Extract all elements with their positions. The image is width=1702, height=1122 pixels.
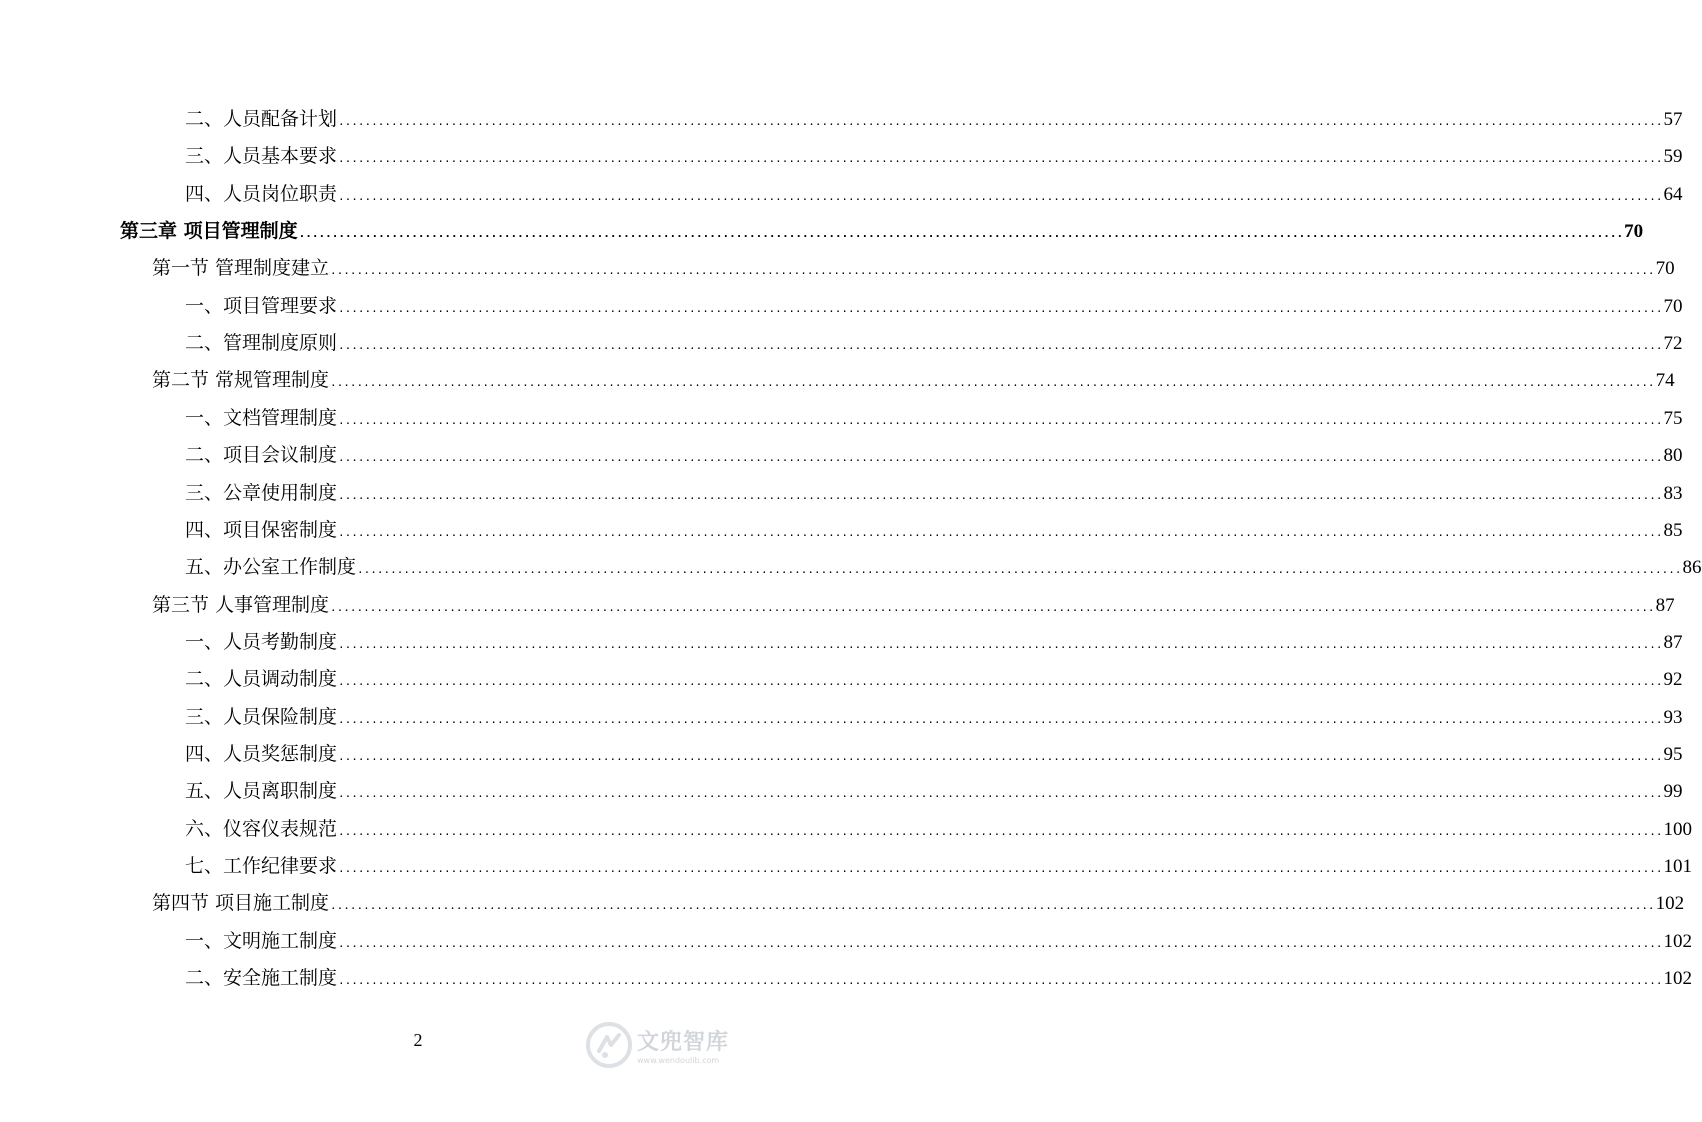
toc-entry-page: 95	[1663, 743, 1683, 765]
toc-entry	[152, 891, 1685, 918]
toc-entry	[185, 667, 1683, 694]
toc-entry-title: 五、人员离职制度	[185, 780, 338, 803]
toc-leader-dots: ........................................................................................................................................................................................................	[338, 301, 1663, 315]
toc-entry-title: 第四节 项目施工制度	[152, 892, 330, 915]
toc-entry-page: 83	[1663, 482, 1683, 504]
toc-leader-dots: ........................................................................................................................................................................................................	[330, 899, 1655, 913]
toc-entry-title: 二、安全施工制度	[185, 967, 338, 990]
toc-entry-title: 第三节 人事管理制度	[152, 593, 330, 616]
toc-entry-title: 三、人员基本要求	[185, 145, 338, 168]
toc-entry	[120, 219, 1644, 246]
toc-entry-title: 七、工作纪律要求	[185, 855, 338, 877]
toc-entry-title: 二、项目会议制度	[185, 444, 338, 467]
watermark-logo-icon	[585, 1021, 633, 1069]
toc-entry-page: 80	[1663, 445, 1683, 467]
toc-entry-title: 三、公章使用制度	[185, 481, 338, 504]
toc-leader-dots: ........................................................................................................................................................................................................	[338, 712, 1663, 726]
toc-entry	[185, 929, 1693, 956]
toc-entry-page: 93	[1663, 706, 1683, 728]
toc-leader-dots: ........................................................................................................................................................................................................	[338, 824, 1663, 838]
toc-entry-page: 101	[1663, 856, 1693, 877]
toc-entry-title: 五、办公室工作制度	[185, 556, 357, 579]
toc-leader-dots: ........................................................................................................................................................................................................	[338, 115, 1663, 128]
toc-leader-dots: ........................................................................................................................................................................................................	[338, 488, 1663, 502]
toc-entry-title: 三、人员保险制度	[185, 705, 338, 728]
toc-entry	[185, 144, 1683, 171]
toc-entry-page: 74	[1655, 370, 1675, 392]
toc-entry	[185, 854, 1693, 881]
toc-leader-dots: ........................................................................................................................................................................................................	[338, 413, 1663, 427]
toc-leader-dots: ........................................................................................................................................................................................................	[338, 675, 1663, 689]
toc-leader-dots: ........................................................................................................................................................................................................	[338, 525, 1663, 539]
toc-leader-dots: ........................................................................................................................................................................................................	[330, 600, 1655, 614]
toc-entry-page: 102	[1663, 968, 1693, 990]
toc-entry	[185, 107, 1683, 134]
toc-entry-page: 99	[1663, 781, 1683, 803]
toc-entry-page: 72	[1663, 333, 1683, 355]
toc-entry-page: 64	[1663, 183, 1683, 205]
toc-entry	[185, 406, 1683, 433]
toc-entry-page: 59	[1663, 146, 1683, 168]
toc-entry-page: 86	[1682, 557, 1702, 579]
toc-entry-title: 一、人员考勤制度	[185, 630, 338, 653]
toc-entry	[152, 368, 1675, 395]
toc-entry-title: 一、文档管理制度	[185, 406, 338, 429]
toc-entry-title: 四、人员岗位职责	[185, 182, 338, 205]
toc-leader-dots: ........................................................................................................................................................................................................	[338, 189, 1663, 203]
toc-entry	[185, 443, 1683, 470]
toc-entry-title: 二、管理制度原则	[185, 332, 338, 355]
toc-entry-page: 57	[1663, 109, 1683, 130]
toc-entry-title: 第一节 管理制度建立	[152, 257, 330, 280]
toc-leader-dots: ........................................................................................................................................................................................................	[338, 749, 1663, 763]
toc-entry-page: 75	[1663, 407, 1683, 429]
toc-entry	[185, 705, 1683, 732]
toc-leader-dots: ........................................................................................................................................................................................................	[338, 936, 1663, 950]
toc-leader-dots: ........................................................................................................................................................................................................	[338, 862, 1663, 875]
watermark-brand: 文兜智库	[637, 1030, 730, 1055]
toc-entry	[185, 817, 1693, 844]
toc-entry	[185, 966, 1693, 993]
toc-entry-page: 100	[1663, 818, 1693, 840]
toc-leader-dots: ........................................................................................................................................................................................................	[338, 152, 1663, 166]
toc-leader-dots: ........................................................................................................................................................................................................	[330, 264, 1655, 278]
toc-entry-page: 102	[1663, 930, 1693, 952]
toc-leader-dots: ........................................................................................................................................................................................................	[338, 451, 1663, 465]
toc-entry	[185, 779, 1683, 806]
toc-entry	[185, 555, 1702, 582]
watermark	[585, 1015, 760, 1075]
toc-entry-page: 70	[1624, 221, 1644, 243]
toc-entry-title: 一、项目管理要求	[185, 294, 338, 317]
toc-entry-title: 第二节 常规管理制度	[152, 369, 330, 392]
toc-entry	[185, 294, 1683, 321]
toc-leader-dots: ........................................................................................................................................................................................................	[338, 637, 1663, 651]
toc-entry	[185, 742, 1683, 769]
toc-entry-title: 六、仪容仪表规范	[185, 817, 338, 840]
toc-entry-page: 70	[1663, 295, 1683, 317]
toc-entry-page: 70	[1655, 258, 1675, 280]
toc-entry	[185, 331, 1683, 358]
toc-entry	[185, 182, 1683, 209]
toc-entry	[152, 593, 1675, 620]
toc-entry	[185, 518, 1683, 545]
toc-entry-page: 102	[1655, 893, 1685, 915]
toc-entry-page: 85	[1663, 519, 1683, 541]
toc-leader-dots: ........................................................................................................................................................................................................	[338, 974, 1663, 988]
toc-entry-page: 87	[1655, 594, 1675, 616]
toc-entry-title: 一、文明施工制度	[185, 929, 338, 952]
toc-entry-page: 87	[1663, 631, 1683, 653]
toc-leader-dots: ........................................................................................................................................................................................................	[330, 376, 1655, 390]
toc-entry-title: 四、项目保密制度	[185, 518, 338, 541]
toc-leader-dots: ........................................................................................................................................................................................................	[338, 339, 1663, 353]
watermark-url: www.wendoulib.com	[637, 1056, 720, 1065]
toc-entry-title: 二、人员调动制度	[185, 668, 338, 691]
toc-leader-dots: ........................................................................................................................................................................................................	[338, 787, 1663, 801]
page-number: 2	[413, 1030, 423, 1050]
toc-entry-title: 第三章 项目管理制度	[120, 220, 298, 243]
toc-entry-title: 二、人员配备计划	[185, 108, 338, 130]
toc-entry-title: 四、人员奖惩制度	[185, 742, 338, 765]
toc-entry	[185, 630, 1683, 657]
toc-entry	[185, 481, 1683, 508]
toc-entry	[152, 256, 1675, 283]
toc-leader-dots: ........................................................................................................................................................................................................	[298, 227, 1624, 241]
toc-leader-dots: ........................................................................................................................................................................................................	[357, 563, 1682, 577]
toc-entry-page: 92	[1663, 669, 1683, 691]
